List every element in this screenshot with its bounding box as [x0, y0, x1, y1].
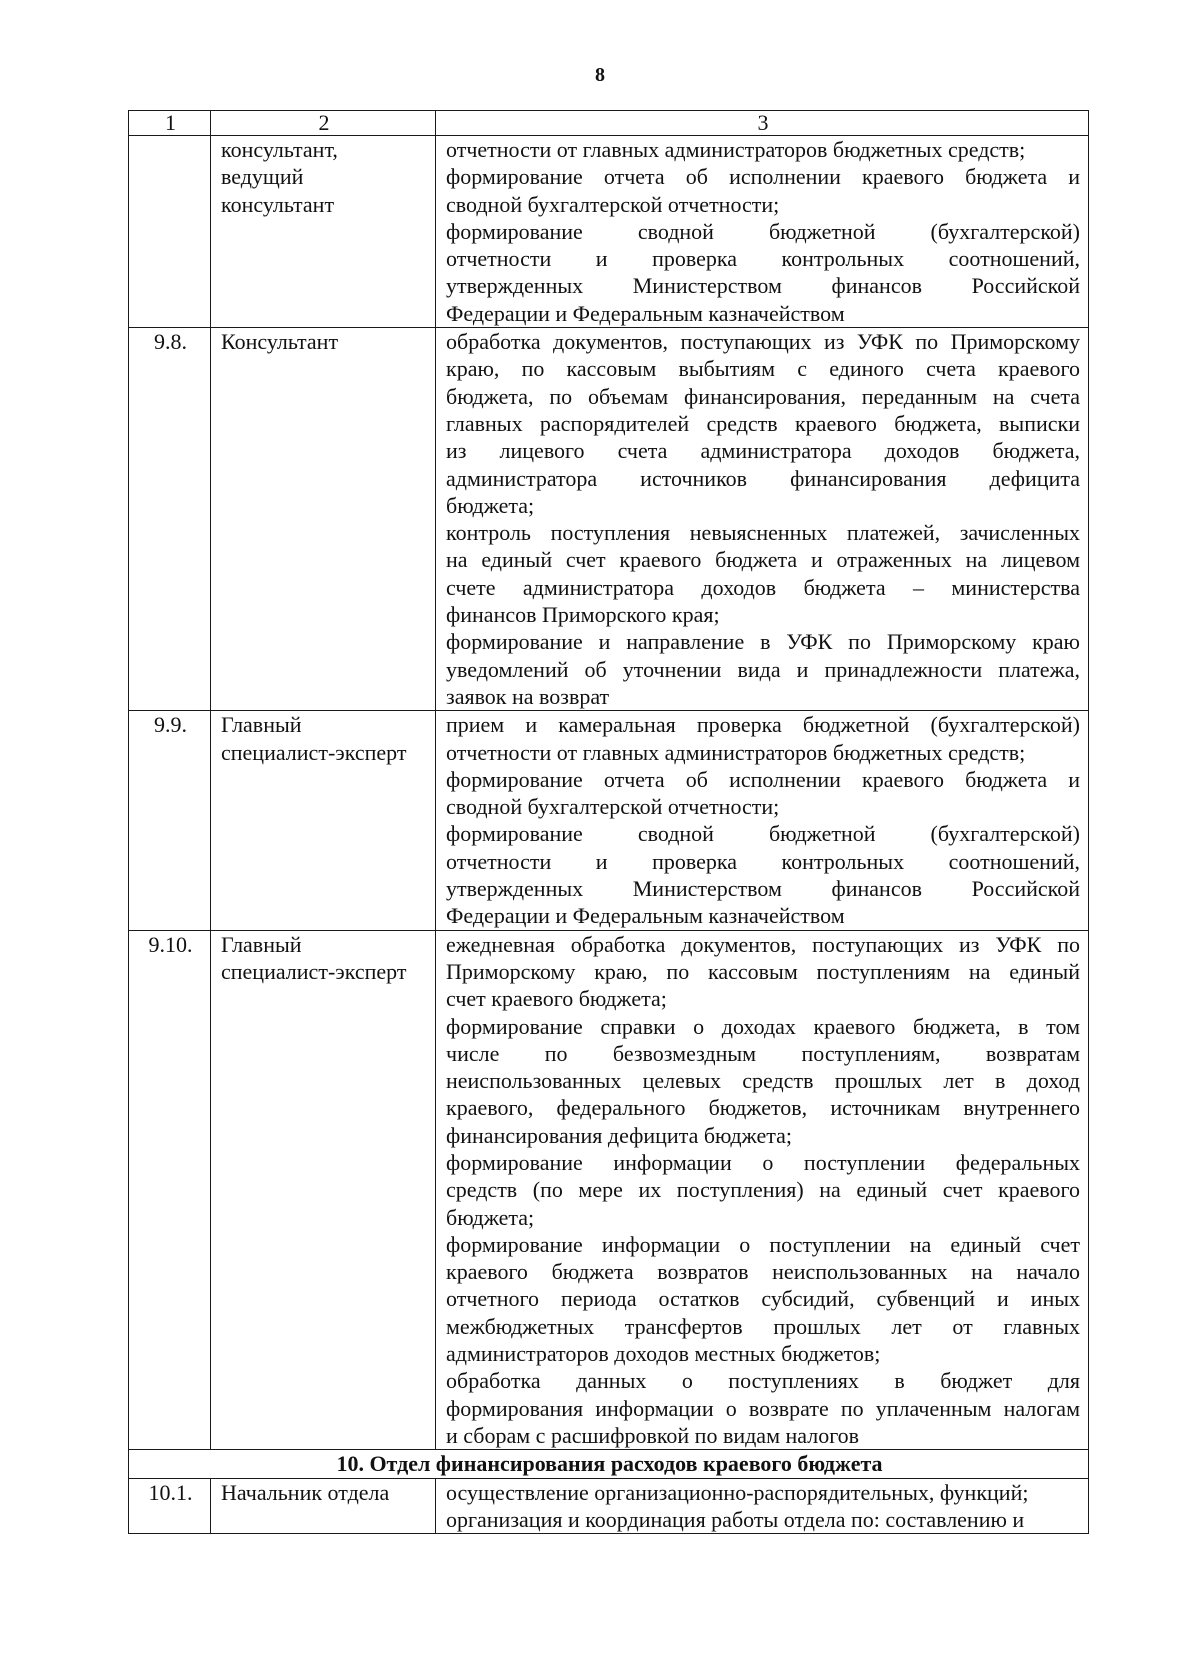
duty-line: утвержденных Министерством финансов Российской	[446, 876, 1080, 902]
section-heading: 10. Отдел финансирования расходов краевого бюджета	[129, 1450, 1089, 1478]
table-row	[129, 930, 1089, 1450]
duty-line: финансов Приморского края;	[446, 602, 720, 628]
duty-paragraph	[446, 1013, 1080, 1149]
row-number: 9.8.	[129, 328, 211, 711]
duty-line: отчетности и проверка контрольных соотношений,	[446, 246, 1080, 272]
duty-line: администраторов доходов местных бюджетов;	[446, 1341, 881, 1367]
duty-line: обработка документов, поступающих из УФК по Приморскому	[446, 329, 1080, 355]
duty-paragraph	[446, 628, 1080, 710]
position-line: специалист-эксперт	[221, 739, 407, 765]
position-line: специалист-эксперт	[221, 958, 407, 984]
duty-line: средств (по мере их поступления) на единый счет краевого	[446, 1177, 1080, 1203]
duty-line: администратора источников финансирования дефицита	[446, 465, 1080, 491]
position-line: консультант,	[221, 137, 338, 162]
page-number: 8	[595, 64, 605, 86]
position-cell	[211, 1478, 436, 1534]
header-cell-duties: 3	[436, 111, 1089, 136]
duty-line: Федерации и Федеральным казначейством	[446, 903, 845, 929]
duty-line: Федерации и Федеральным казначейством	[446, 300, 845, 326]
duty-line: неиспользованных целевых средств прошлых лет в доход	[446, 1068, 1080, 1094]
duty-paragraph	[446, 931, 1080, 1013]
position-line: Консультант	[221, 329, 339, 355]
duty-line: организация и координация работы отдела по: составлению и	[446, 1506, 1025, 1532]
duty-line: краевого бюджета возвратов неиспользованных на начало	[446, 1259, 1080, 1285]
duty-line: формирование сводной бюджетной (бухгалтерской)	[446, 218, 1080, 244]
duty-line: главных распорядителей средств краевого бюджета, выписки	[446, 410, 1080, 436]
duty-paragraph	[446, 1149, 1080, 1231]
duty-line: формирование отчета об исполнении краевого бюджета и	[446, 164, 1080, 190]
duties-cell	[436, 1478, 1089, 1534]
position-cell	[211, 136, 436, 328]
position-cell	[211, 930, 436, 1450]
duty-paragraph	[446, 1231, 1080, 1367]
duties-cell	[436, 328, 1089, 711]
duties-cell	[436, 136, 1089, 328]
duty-line: ежедневная обработка документов, поступающих из УФК по	[446, 931, 1080, 957]
position-cell	[211, 328, 436, 711]
duty-line: бюджета, по объемам финансирования, переданным на счета	[446, 383, 1080, 409]
table-row	[129, 328, 1089, 711]
duty-line: формирования информации о возврате по уплаченным налогам	[446, 1395, 1080, 1421]
duties-cell	[436, 711, 1089, 930]
position-cell	[211, 711, 436, 930]
duty-paragraph	[446, 766, 1080, 821]
duty-line: межбюджетных трансфертов прошлых лет от главных	[446, 1313, 1080, 1339]
table-row	[129, 711, 1089, 930]
duty-paragraph	[446, 328, 1080, 519]
section-heading-row	[129, 1450, 1089, 1478]
duty-line: контроль поступления невыясненных платежей, зачисленных	[446, 520, 1080, 546]
duty-line: краю, по кассовым выбытиям с единого счета краевого	[446, 356, 1080, 382]
duty-line: утвержденных Министерством финансов Российской	[446, 273, 1080, 299]
duty-line: на единый счет краевого бюджета и отраженных на лицевом	[446, 547, 1080, 573]
table-header-row	[129, 111, 1089, 136]
duty-line: сводной бухгалтерской отчетности;	[446, 191, 780, 217]
header-cell-number: 1	[129, 111, 211, 136]
duty-line: формирование сводной бюджетной (бухгалтерской)	[446, 821, 1080, 847]
position-line: Начальник отдела	[221, 1479, 390, 1505]
duty-paragraph	[446, 711, 1080, 766]
duty-line: формирование и направление в УФК по Приморскому краю	[446, 629, 1080, 655]
duty-line: и сборам с расшифровкой по видам налогов	[446, 1422, 860, 1448]
duty-line: отчетности и проверка контрольных соотношений,	[446, 848, 1080, 874]
duty-paragraph	[446, 1479, 1080, 1506]
duty-line: прием и камеральная проверка бюджетной (бухгалтерской)	[446, 712, 1080, 738]
duty-paragraph	[446, 163, 1080, 218]
duty-paragraph	[446, 519, 1080, 628]
duty-line: заявок на возврат	[446, 683, 610, 709]
table-row	[129, 1478, 1089, 1534]
duty-line: отчетности от главных администраторов бюджетных средств;	[446, 739, 1026, 765]
position-line: ведущий	[221, 164, 304, 190]
table-row	[129, 136, 1089, 328]
duty-line: обработка данных о поступлениях в бюджет для	[446, 1368, 1080, 1394]
duty-line: числе по безвозмездным поступлениям, возвратам	[446, 1040, 1080, 1066]
header-cell-position: 2	[211, 111, 436, 136]
duty-line: бюджета;	[446, 1204, 535, 1230]
position-line: консультант	[221, 191, 335, 217]
duty-line: Приморскому краю, по кассовым поступлениям на единый	[446, 958, 1080, 984]
duty-line: краевого, федерального бюджетов, источникам внутреннего	[446, 1095, 1080, 1121]
duty-line: финансирования дефицита бюджета;	[446, 1122, 792, 1148]
duty-line: отчетности от главных администраторов бюджетных средств;	[446, 137, 1026, 162]
duty-line: отчетного периода остатков субсидий, субвенций и иных	[446, 1286, 1080, 1312]
duty-paragraph	[446, 820, 1080, 929]
position-line: Главный	[221, 712, 302, 738]
duty-line: формирование справки о доходах краевого бюджета, в том	[446, 1013, 1080, 1039]
duty-line: осуществление организационно-распорядительных, функций;	[446, 1479, 1029, 1505]
duty-line: формирование отчета об исполнении краевого бюджета и	[446, 766, 1080, 792]
position-line: Главный	[221, 931, 302, 957]
row-number: 10.1.	[129, 1478, 211, 1534]
duty-paragraph	[446, 1367, 1080, 1449]
row-number	[129, 136, 211, 328]
row-number: 9.9.	[129, 711, 211, 930]
duty-line: формирование информации о поступлении федеральных	[446, 1149, 1080, 1175]
row-number: 9.10.	[129, 930, 211, 1450]
duty-paragraph	[446, 218, 1080, 327]
duty-line: из лицевого счета администратора доходов бюджета,	[446, 438, 1080, 464]
duty-paragraph	[446, 1506, 1080, 1533]
duty-line: уведомлений об уточнении вида и принадлежности платежа,	[446, 656, 1080, 682]
duty-line: счет краевого бюджета;	[446, 986, 667, 1012]
duties-cell	[436, 930, 1089, 1450]
duty-line: сводной бухгалтерской отчетности;	[446, 794, 780, 820]
duty-paragraph	[446, 136, 1080, 163]
duty-line: счете администратора доходов бюджета – министерства	[446, 574, 1080, 600]
duty-line: формирование информации о поступлении на единый счет	[446, 1231, 1080, 1257]
duties-table	[128, 110, 1089, 1534]
duty-line: бюджета;	[446, 492, 535, 518]
